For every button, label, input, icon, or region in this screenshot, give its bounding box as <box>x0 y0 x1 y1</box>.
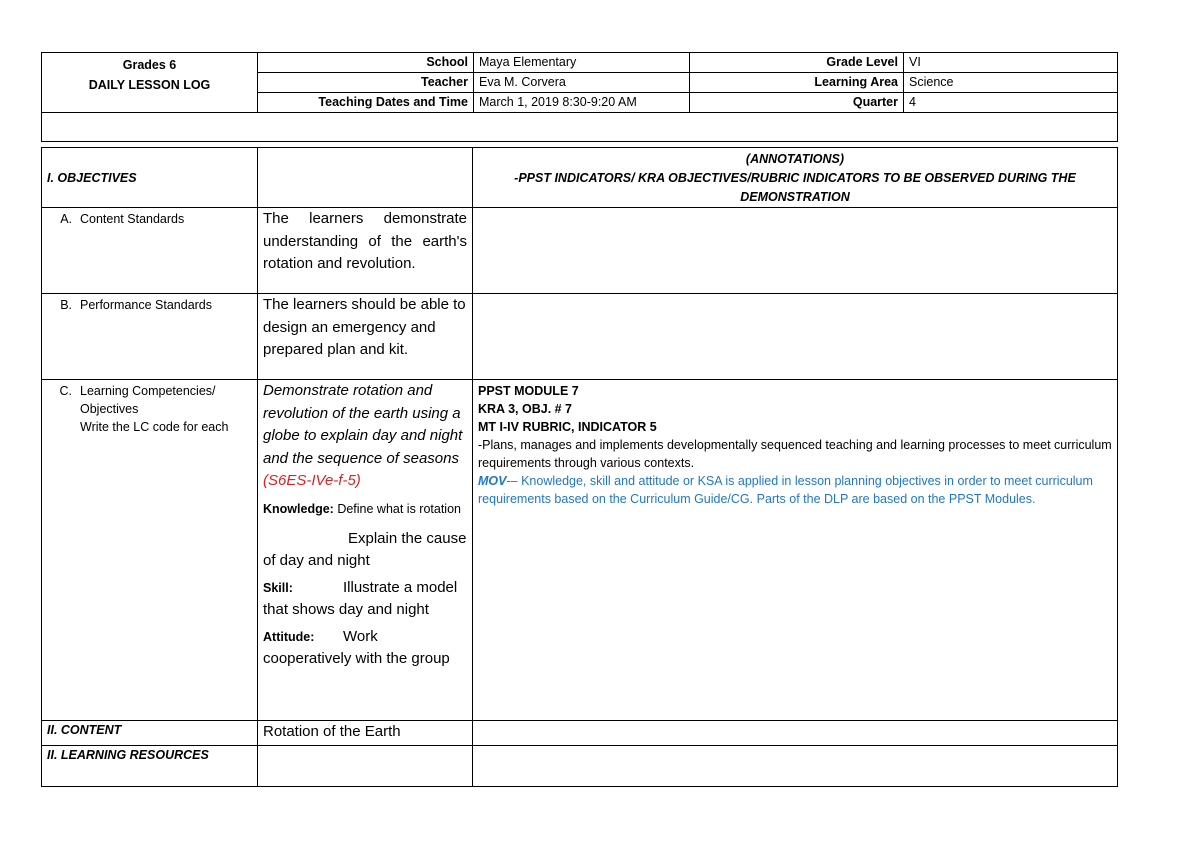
content-annotation <box>473 721 1118 746</box>
content-standards-label: Content Standards <box>80 212 185 226</box>
knowledge-text: Define what is rotation <box>333 501 461 516</box>
grade-level-label: Grade Level <box>690 53 904 73</box>
grade-level-value: VI <box>904 53 1118 73</box>
learning-resources-heading: II. LEARNING RESOURCES <box>42 746 258 787</box>
grade-heading: Grades 6 <box>122 58 177 72</box>
annotations-subtitle: -PPST INDICATORS/ KRA OBJECTIVES/RUBRIC INDICATORS TO BE OBSERVED DURING THE DEMONSTRATION <box>514 171 1076 204</box>
mov-label: MOV <box>478 474 507 488</box>
teacher-label: Teacher <box>258 73 474 93</box>
content-text: Rotation of the Earth <box>258 721 473 746</box>
teaching-dates-label: Teaching Dates and Time <box>258 93 474 113</box>
knowledge-line <box>263 499 467 520</box>
dll-title-cell <box>42 53 258 113</box>
skill-label: Skill: <box>263 580 293 595</box>
learning-resources-annotation <box>473 746 1118 787</box>
mov-paragraph <box>478 472 1112 508</box>
performance-standards-letter: B. <box>60 298 72 312</box>
learning-area-value: Science <box>904 73 1118 93</box>
objectives-heading: I. OBJECTIVES <box>42 148 258 208</box>
performance-standards-label: Performance Standards <box>80 298 213 312</box>
content-standards-text: The learners demonstrate understanding of the earth's rotation and revolution. <box>258 208 473 294</box>
annotations-header <box>473 148 1118 208</box>
content-standards-label-cell <box>42 208 258 294</box>
attitude-label: Attitude: <box>263 629 315 644</box>
kra-objective: KRA 3, OBJ. # 7 <box>478 402 573 416</box>
indicator-description: -Plans, manages and implements developmentally sequenced teaching and learning processes to meet curriculum requirements through various contexts. <box>478 438 1112 470</box>
performance-standards-annotation <box>473 294 1118 380</box>
competencies-objective: Demonstrate rotation and revolution of the earth using a globe to explain day and night and the sequence of seasons <box>263 382 463 467</box>
mov-text: -– Knowledge, skill and attitude or KSA is applied in lesson planning objectives in order to meet curriculum requirements based on the Curriculum Guide/CG. Parts of the DLP are based on the PPST Modules. <box>478 474 1093 506</box>
competencies-label: Learning Competencies/ Objectives <box>80 384 216 416</box>
header-spacer-row <box>42 113 1118 142</box>
teaching-dates-value: March 1, 2019 8:30-9:20 AM <box>474 93 690 113</box>
learning-resources-blank <box>258 746 473 787</box>
teacher-value: Eva M. Corvera <box>474 73 690 93</box>
competencies-letter: C. <box>59 384 72 398</box>
competencies-note: Write the LC code for each <box>80 420 229 434</box>
header-table <box>41 52 1118 142</box>
skill-line <box>263 577 467 622</box>
learning-area-label: Learning Area <box>690 73 904 93</box>
quarter-value: 4 <box>904 93 1118 113</box>
school-value: Maya Elementary <box>474 53 690 73</box>
competencies-statement <box>263 380 467 493</box>
school-label: School <box>258 53 474 73</box>
competencies-label-cell <box>42 380 258 721</box>
dll-heading: DAILY LESSON LOG <box>88 78 211 92</box>
explain-line: Explain the cause of day and night <box>263 529 467 569</box>
performance-standards-label-cell <box>42 294 258 380</box>
skill-text: Illustrate a model that shows day and night <box>263 578 458 618</box>
competencies-text-cell <box>258 380 473 721</box>
content-standards-annotation <box>473 208 1118 294</box>
annotations-title: (ANNOTATIONS) <box>745 152 845 166</box>
objectives-table <box>41 147 1118 787</box>
knowledge-label: Knowledge: <box>263 501 334 516</box>
lc-code: (S6ES-IVe-f-5) <box>263 472 361 489</box>
objectives-blank-cell <box>258 148 473 208</box>
rubric-indicator: MT I-IV RUBRIC, INDICATOR 5 <box>478 420 657 434</box>
quarter-label: Quarter <box>690 93 904 113</box>
attitude-line <box>263 626 467 671</box>
attitude-text: Work cooperatively with the group <box>263 627 450 667</box>
content-standards-letter: A. <box>60 212 72 226</box>
ppst-module: PPST MODULE 7 <box>478 384 579 398</box>
content-heading: II. CONTENT <box>42 721 258 746</box>
performance-standards-text: The learners should be able to design an emergency and prepared plan and kit. <box>258 294 473 380</box>
competencies-annotation <box>473 380 1118 721</box>
